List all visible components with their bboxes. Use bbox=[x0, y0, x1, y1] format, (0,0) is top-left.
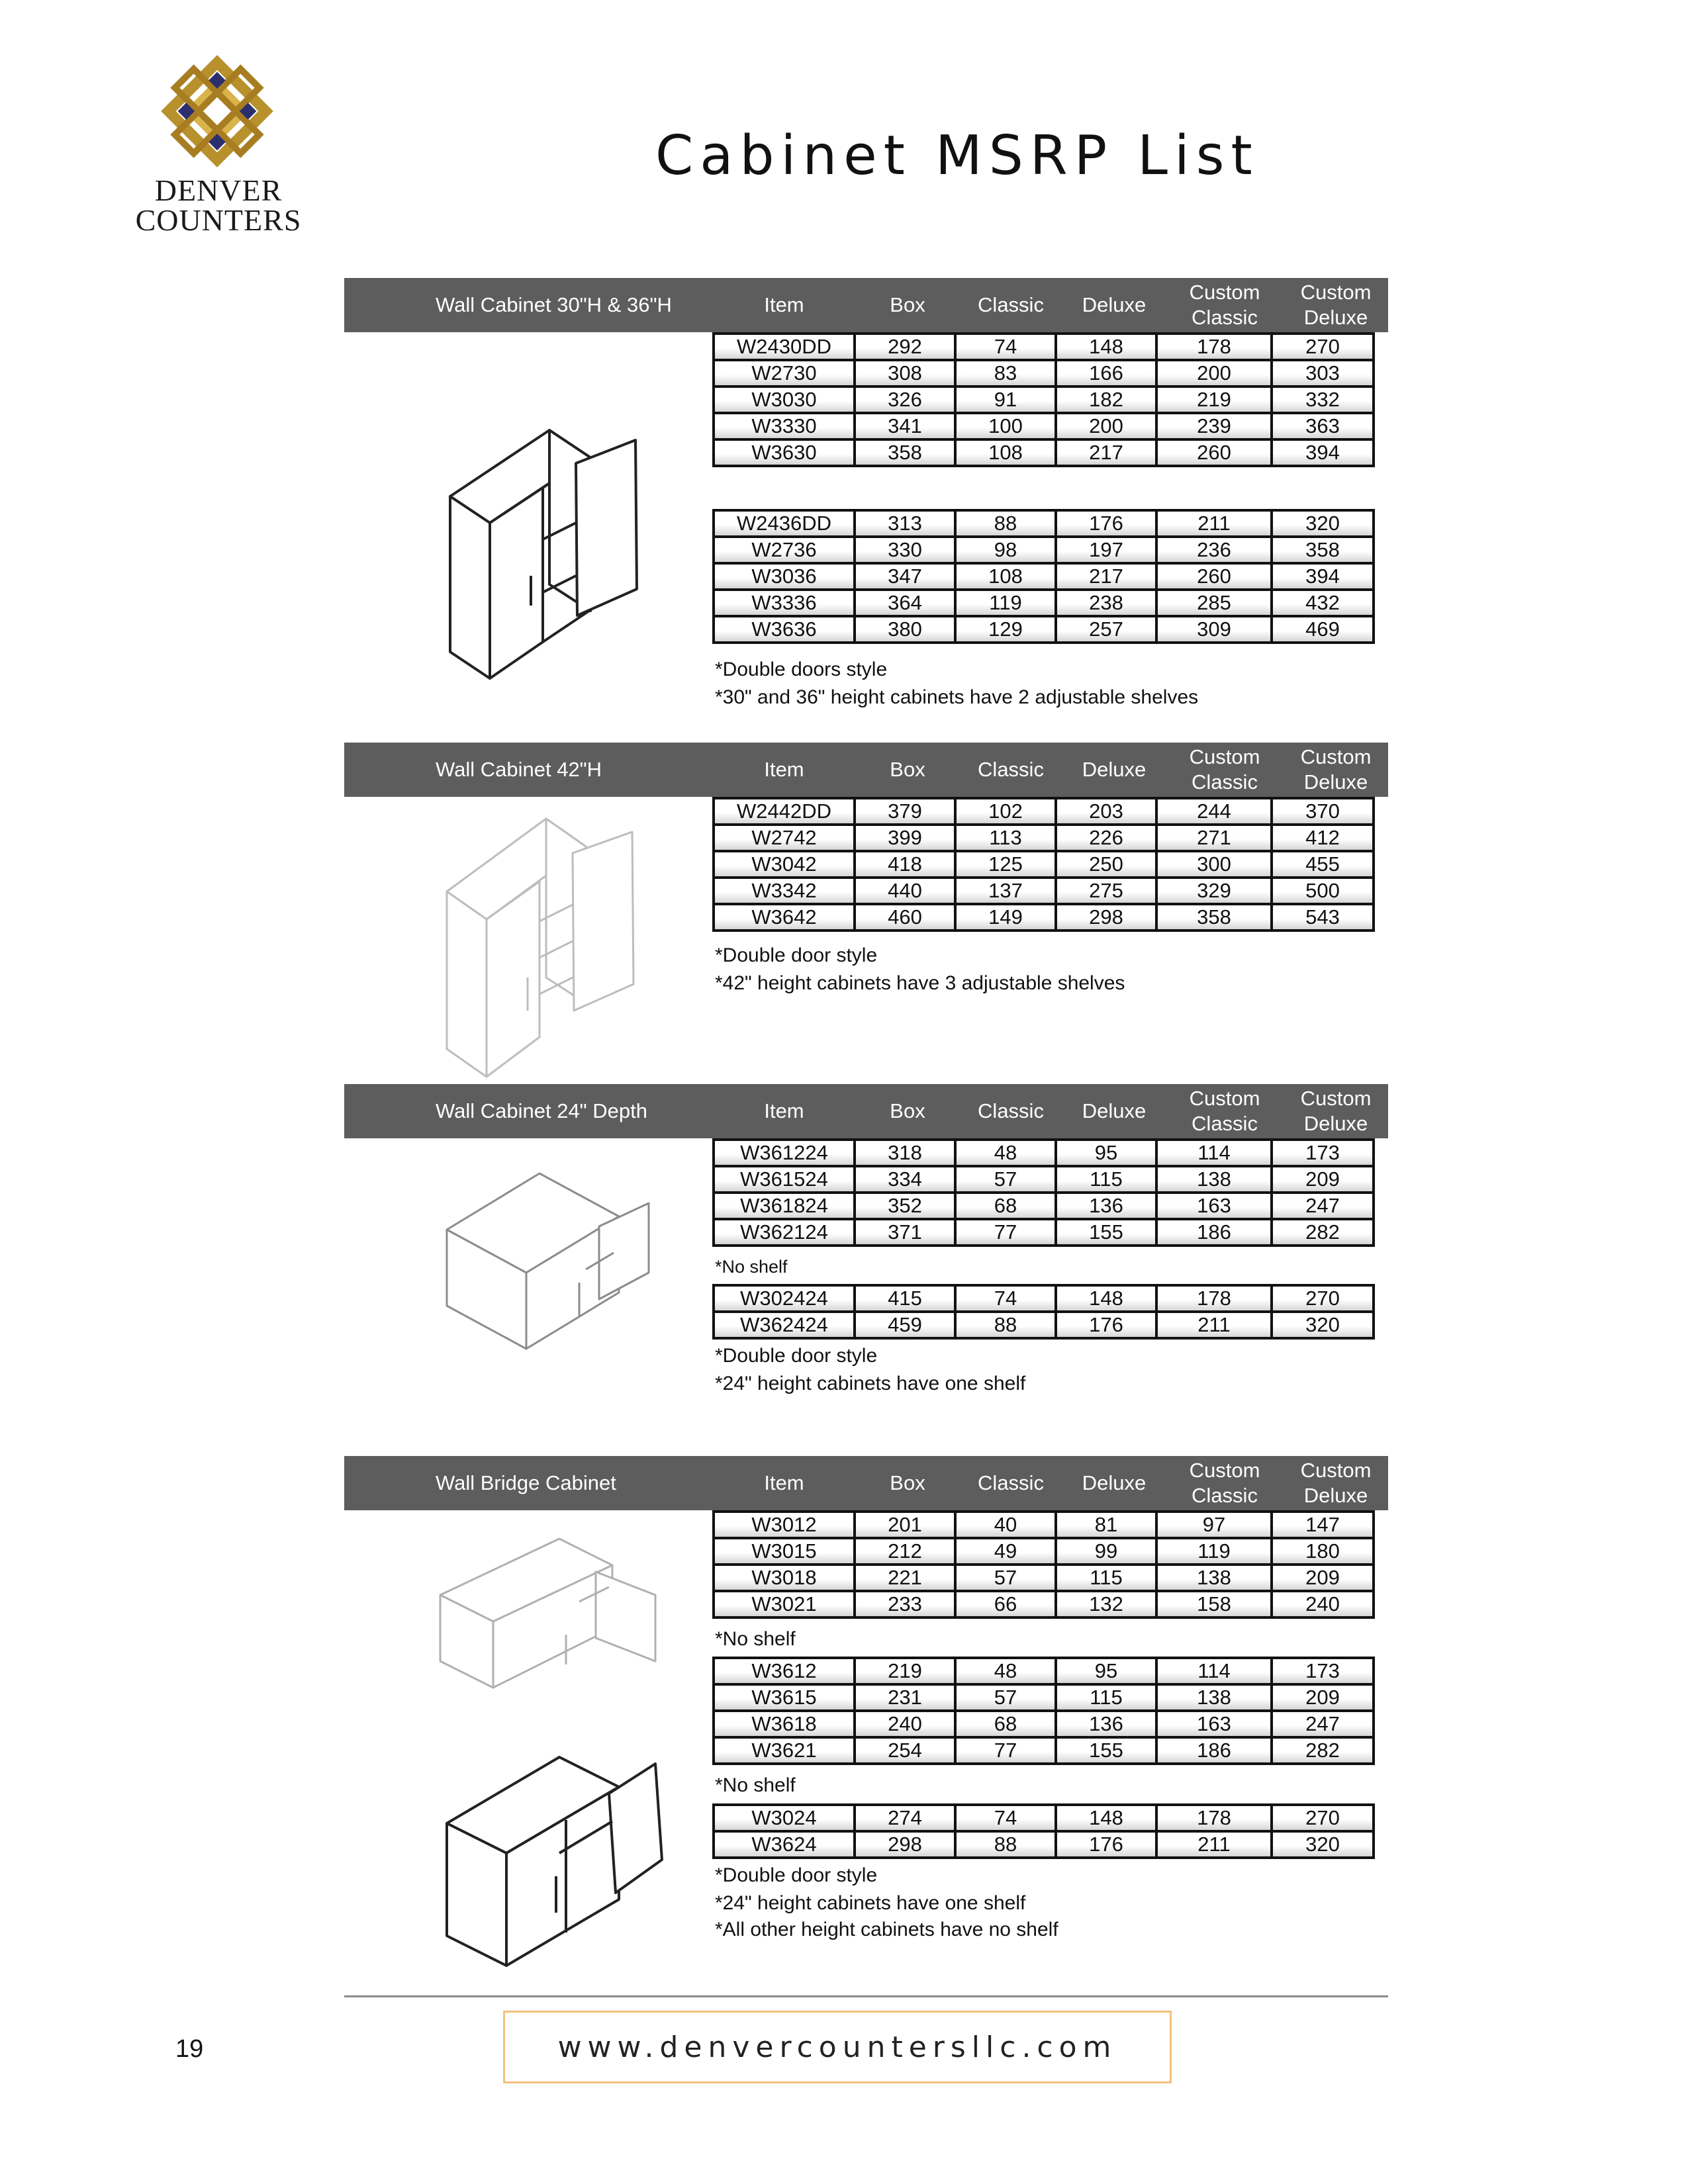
company-logo bbox=[132, 46, 305, 238]
table-cell: W3021 bbox=[714, 1591, 855, 1617]
table-cell: 358 bbox=[1272, 537, 1374, 563]
table-cell: W3330 bbox=[714, 413, 855, 439]
table-cell: 313 bbox=[855, 510, 955, 537]
table-row bbox=[714, 590, 1374, 616]
section-header bbox=[344, 1456, 1388, 1510]
table-row bbox=[714, 1512, 1374, 1538]
table-cell: 271 bbox=[1156, 825, 1272, 851]
table-cell: 176 bbox=[1056, 1831, 1156, 1858]
table-row bbox=[714, 851, 1374, 878]
table-cell: 57 bbox=[955, 1684, 1056, 1711]
table-row bbox=[714, 537, 1374, 563]
col-header-deluxe: Deluxe bbox=[1082, 758, 1147, 781]
table-cell: 102 bbox=[955, 798, 1056, 825]
price-table bbox=[712, 1657, 1375, 1765]
col-header-box: Box bbox=[890, 293, 925, 316]
table-cell: 285 bbox=[1156, 590, 1272, 616]
price-table bbox=[712, 332, 1375, 467]
table-row bbox=[714, 413, 1374, 439]
table-cell: 231 bbox=[855, 1684, 955, 1711]
table-cell: W2430DD bbox=[714, 334, 855, 360]
table-cell: 77 bbox=[955, 1737, 1056, 1764]
table-cell: W3612 bbox=[714, 1658, 855, 1684]
note: *No shelf bbox=[715, 1628, 796, 1650]
table-cell: 100 bbox=[955, 413, 1056, 439]
table-cell: 370 bbox=[1272, 798, 1374, 825]
table-cell: 432 bbox=[1272, 590, 1374, 616]
table-cell: 326 bbox=[855, 387, 955, 413]
col-header-deluxe: Deluxe bbox=[1082, 1471, 1147, 1494]
table-cell: 163 bbox=[1156, 1193, 1272, 1219]
table-cell: 114 bbox=[1156, 1658, 1272, 1684]
table-cell: 155 bbox=[1056, 1219, 1156, 1246]
table-cell: 318 bbox=[855, 1140, 955, 1166]
website-box[interactable] bbox=[503, 2011, 1172, 2083]
table-cell: 543 bbox=[1272, 904, 1374, 931]
table-cell: 49 bbox=[955, 1538, 1056, 1565]
table-cell: 254 bbox=[855, 1737, 955, 1764]
table-cell: 240 bbox=[1272, 1591, 1374, 1617]
page-number: 19 bbox=[175, 2035, 204, 2063]
table-row bbox=[714, 616, 1374, 643]
table-cell: 209 bbox=[1272, 1684, 1374, 1711]
table-row bbox=[714, 1658, 1374, 1684]
logo-text-line2: COUNTERS bbox=[135, 203, 302, 237]
table-cell: 115 bbox=[1056, 1684, 1156, 1711]
table-cell: W3015 bbox=[714, 1538, 855, 1565]
table-cell: 282 bbox=[1272, 1737, 1374, 1764]
table-cell: 148 bbox=[1056, 334, 1156, 360]
table-cell: 303 bbox=[1272, 360, 1374, 387]
table-cell: 155 bbox=[1056, 1737, 1156, 1764]
table-cell: W361224 bbox=[714, 1140, 855, 1166]
col-header-custom-classic: Custom Classic bbox=[1189, 745, 1260, 794]
note: *30" and 36" height cabinets have 2 adjustable shelves bbox=[715, 686, 1199, 708]
table-cell: 57 bbox=[955, 1166, 1056, 1193]
table-cell: 233 bbox=[855, 1591, 955, 1617]
note: *Double door style bbox=[715, 944, 878, 966]
table-cell: 200 bbox=[1156, 360, 1272, 387]
table-cell: 173 bbox=[1272, 1140, 1374, 1166]
table-row bbox=[714, 1805, 1374, 1831]
table-cell: 148 bbox=[1056, 1805, 1156, 1831]
table-cell: 469 bbox=[1272, 616, 1374, 643]
table-row bbox=[714, 1193, 1374, 1219]
table-cell: 239 bbox=[1156, 413, 1272, 439]
table-cell: 247 bbox=[1272, 1193, 1374, 1219]
table-cell: 77 bbox=[955, 1219, 1056, 1246]
table-cell: 186 bbox=[1156, 1219, 1272, 1246]
table-cell: 108 bbox=[955, 439, 1056, 466]
table-cell: 211 bbox=[1156, 1831, 1272, 1858]
table-cell: 244 bbox=[1156, 798, 1272, 825]
col-header-classic: Classic bbox=[978, 758, 1044, 781]
table-cell: 68 bbox=[955, 1711, 1056, 1737]
table-cell: 221 bbox=[855, 1565, 955, 1591]
table-cell: 415 bbox=[855, 1285, 955, 1312]
table-cell: 132 bbox=[1056, 1591, 1156, 1617]
table-cell: W3615 bbox=[714, 1684, 855, 1711]
table-cell: 358 bbox=[855, 439, 955, 466]
price-table bbox=[712, 509, 1375, 644]
table-cell: 200 bbox=[1056, 413, 1156, 439]
table-cell: 148 bbox=[1056, 1285, 1156, 1312]
table-row bbox=[714, 1737, 1374, 1764]
table-cell: W2436DD bbox=[714, 510, 855, 537]
table-cell: W362124 bbox=[714, 1219, 855, 1246]
table-cell: 113 bbox=[955, 825, 1056, 851]
col-header-custom-classic: Custom Classic bbox=[1189, 281, 1260, 329]
table-cell: W3630 bbox=[714, 439, 855, 466]
table-cell: W3342 bbox=[714, 878, 855, 904]
table-cell: 178 bbox=[1156, 1805, 1272, 1831]
table-row bbox=[714, 360, 1374, 387]
col-header-classic: Classic bbox=[978, 293, 1044, 316]
table-row bbox=[714, 878, 1374, 904]
table-cell: 115 bbox=[1056, 1166, 1156, 1193]
table-cell: 81 bbox=[1056, 1512, 1156, 1538]
note: *No shelf bbox=[715, 1774, 796, 1796]
table-cell: 275 bbox=[1056, 878, 1156, 904]
table-row bbox=[714, 563, 1374, 590]
table-cell: 247 bbox=[1272, 1711, 1374, 1737]
table-row bbox=[714, 1831, 1374, 1858]
table-cell: W3642 bbox=[714, 904, 855, 931]
table-cell: 95 bbox=[1056, 1658, 1156, 1684]
table-cell: 320 bbox=[1272, 1312, 1374, 1338]
table-cell: 257 bbox=[1056, 616, 1156, 643]
table-cell: 137 bbox=[955, 878, 1056, 904]
table-cell: 203 bbox=[1056, 798, 1156, 825]
table-cell: 330 bbox=[855, 537, 955, 563]
table-cell: 260 bbox=[1156, 439, 1272, 466]
note: *42" height cabinets have 3 adjustable shelves bbox=[715, 972, 1125, 994]
col-header-deluxe: Deluxe bbox=[1082, 1099, 1147, 1122]
table-row bbox=[714, 334, 1374, 360]
table-cell: W3042 bbox=[714, 851, 855, 878]
table-row bbox=[714, 1591, 1374, 1617]
section-wall-bridge-cabinet bbox=[344, 1456, 1388, 1940]
table-cell: 274 bbox=[855, 1805, 955, 1831]
note: *Double door style bbox=[715, 1864, 878, 1886]
table-cell: 88 bbox=[955, 1312, 1056, 1338]
table-cell: 270 bbox=[1272, 1285, 1374, 1312]
table-cell: 158 bbox=[1156, 1591, 1272, 1617]
cabinet-illustration bbox=[440, 805, 652, 1083]
table-row bbox=[714, 1711, 1374, 1737]
table-cell: 212 bbox=[855, 1538, 955, 1565]
table-cell: 48 bbox=[955, 1658, 1056, 1684]
table-cell: 180 bbox=[1272, 1538, 1374, 1565]
bridge-cabinet-illustration bbox=[434, 1529, 698, 1694]
table-cell: 219 bbox=[855, 1658, 955, 1684]
col-header-classic: Classic bbox=[978, 1099, 1044, 1122]
table-cell: 83 bbox=[955, 360, 1056, 387]
table-cell: W361524 bbox=[714, 1166, 855, 1193]
table-row bbox=[714, 1538, 1374, 1565]
table-cell: 48 bbox=[955, 1140, 1056, 1166]
col-header-box: Box bbox=[890, 1471, 925, 1494]
table-cell: 270 bbox=[1272, 1805, 1374, 1831]
table-cell: 292 bbox=[855, 334, 955, 360]
table-cell: 173 bbox=[1272, 1658, 1374, 1684]
table-row bbox=[714, 798, 1374, 825]
cabinet-illustration bbox=[444, 417, 655, 682]
section-title: Wall Bridge Cabinet bbox=[436, 1471, 616, 1494]
section-wall-cabinet-24-depth bbox=[344, 1084, 1388, 1394]
table-row bbox=[714, 825, 1374, 851]
table-row bbox=[714, 1312, 1374, 1338]
table-cell: 136 bbox=[1056, 1711, 1156, 1737]
table-cell: 88 bbox=[955, 510, 1056, 537]
table-cell: W302424 bbox=[714, 1285, 855, 1312]
table-cell: 332 bbox=[1272, 387, 1374, 413]
table-cell: 114 bbox=[1156, 1140, 1272, 1166]
table-cell: W361824 bbox=[714, 1193, 855, 1219]
table-cell: 300 bbox=[1156, 851, 1272, 878]
table-cell: 138 bbox=[1156, 1565, 1272, 1591]
table-cell: 298 bbox=[1056, 904, 1156, 931]
table-cell: 99 bbox=[1056, 1538, 1156, 1565]
table-cell: 459 bbox=[855, 1312, 955, 1338]
table-cell: 74 bbox=[955, 1285, 1056, 1312]
section-header bbox=[344, 278, 1388, 332]
table-cell: 347 bbox=[855, 563, 955, 590]
table-cell: 176 bbox=[1056, 510, 1156, 537]
price-table bbox=[712, 1510, 1375, 1619]
table-cell: 320 bbox=[1272, 510, 1374, 537]
table-cell: 68 bbox=[955, 1193, 1056, 1219]
table-row bbox=[714, 1219, 1374, 1246]
table-cell: 138 bbox=[1156, 1684, 1272, 1711]
col-header-deluxe: Deluxe bbox=[1082, 293, 1147, 316]
table-cell: 379 bbox=[855, 798, 955, 825]
table-cell: 460 bbox=[855, 904, 955, 931]
table-cell: 98 bbox=[955, 537, 1056, 563]
table-cell: 260 bbox=[1156, 563, 1272, 590]
table-cell: 418 bbox=[855, 851, 955, 878]
table-cell: 40 bbox=[955, 1512, 1056, 1538]
table-cell: 149 bbox=[955, 904, 1056, 931]
col-header-item: Item bbox=[764, 1471, 804, 1494]
table-cell: 238 bbox=[1056, 590, 1156, 616]
table-cell: W3030 bbox=[714, 387, 855, 413]
col-header-custom-deluxe: Custom Deluxe bbox=[1300, 1087, 1372, 1135]
table-cell: W3621 bbox=[714, 1737, 855, 1764]
price-table bbox=[712, 1803, 1375, 1859]
note: *All other height cabinets have no shelf bbox=[715, 1919, 1058, 1940]
table-cell: 358 bbox=[1156, 904, 1272, 931]
price-table bbox=[712, 1138, 1375, 1247]
table-cell: 226 bbox=[1056, 825, 1156, 851]
table-row bbox=[714, 1166, 1374, 1193]
table-cell: 309 bbox=[1156, 616, 1272, 643]
col-header-item: Item bbox=[764, 293, 804, 316]
section-wall-cabinet-42 bbox=[344, 743, 1388, 994]
section-header bbox=[344, 743, 1388, 797]
table-cell: 176 bbox=[1056, 1312, 1156, 1338]
table-row bbox=[714, 1565, 1374, 1591]
table-cell: 129 bbox=[955, 616, 1056, 643]
table-cell: 138 bbox=[1156, 1166, 1272, 1193]
table-cell: 108 bbox=[955, 563, 1056, 590]
table-cell: 298 bbox=[855, 1831, 955, 1858]
table-cell: 211 bbox=[1156, 510, 1272, 537]
price-table bbox=[712, 1284, 1375, 1340]
note: *Double doors style bbox=[715, 659, 888, 680]
table-cell: 136 bbox=[1056, 1193, 1156, 1219]
knot-logo-icon bbox=[158, 52, 277, 171]
table-cell: W3636 bbox=[714, 616, 855, 643]
table-cell: 201 bbox=[855, 1512, 955, 1538]
section-wall-cabinet-30-36 bbox=[344, 278, 1388, 708]
table-cell: W362424 bbox=[714, 1312, 855, 1338]
table-cell: 334 bbox=[855, 1166, 955, 1193]
col-header-classic: Classic bbox=[978, 1471, 1044, 1494]
table-cell: 500 bbox=[1272, 878, 1374, 904]
table-cell: 115 bbox=[1056, 1565, 1156, 1591]
table-cell: W3336 bbox=[714, 590, 855, 616]
table-cell: 412 bbox=[1272, 825, 1374, 851]
table-row bbox=[714, 1684, 1374, 1711]
table-cell: 91 bbox=[955, 387, 1056, 413]
table-cell: 455 bbox=[1272, 851, 1374, 878]
table-cell: 380 bbox=[855, 616, 955, 643]
table-cell: W3012 bbox=[714, 1512, 855, 1538]
table-cell: 363 bbox=[1272, 413, 1374, 439]
note: *Double door style bbox=[715, 1345, 878, 1367]
table-row bbox=[714, 1140, 1374, 1166]
table-cell: W3024 bbox=[714, 1805, 855, 1831]
table-row bbox=[714, 439, 1374, 466]
note: *No shelf bbox=[715, 1257, 788, 1277]
table-cell: 440 bbox=[855, 878, 955, 904]
note: *24" height cabinets have one shelf bbox=[715, 1892, 1026, 1914]
col-header-item: Item bbox=[764, 758, 804, 781]
table-cell: W3018 bbox=[714, 1565, 855, 1591]
table-cell: 282 bbox=[1272, 1219, 1374, 1246]
table-cell: 197 bbox=[1056, 537, 1156, 563]
col-header-custom-deluxe: Custom Deluxe bbox=[1300, 745, 1372, 794]
table-cell: 88 bbox=[955, 1831, 1056, 1858]
table-cell: 394 bbox=[1272, 439, 1374, 466]
table-cell: 66 bbox=[955, 1591, 1056, 1617]
table-cell: 95 bbox=[1056, 1140, 1156, 1166]
table-cell: 236 bbox=[1156, 537, 1272, 563]
table-cell: 211 bbox=[1156, 1312, 1272, 1338]
table-cell: 217 bbox=[1056, 563, 1156, 590]
note: *24" height cabinets have one shelf bbox=[715, 1373, 1026, 1394]
table-cell: 217 bbox=[1056, 439, 1156, 466]
table-cell: 320 bbox=[1272, 1831, 1374, 1858]
col-header-custom-deluxe: Custom Deluxe bbox=[1300, 281, 1372, 329]
col-header-box: Box bbox=[890, 758, 925, 781]
table-row bbox=[714, 904, 1374, 931]
table-cell: 125 bbox=[955, 851, 1056, 878]
table-row bbox=[714, 510, 1374, 537]
cabinet-illustration bbox=[440, 1163, 692, 1355]
table-cell: W2736 bbox=[714, 537, 855, 563]
section-title: Wall Cabinet 24" Depth bbox=[436, 1099, 648, 1122]
table-cell: 74 bbox=[955, 334, 1056, 360]
page-title: Cabinet MSRP List bbox=[655, 124, 1259, 187]
table-cell: 308 bbox=[855, 360, 955, 387]
price-table bbox=[712, 797, 1375, 932]
table-cell: 182 bbox=[1056, 387, 1156, 413]
table-cell: 352 bbox=[855, 1193, 955, 1219]
website-link[interactable]: www.denvercountersllc.com bbox=[557, 2030, 1117, 2064]
table-cell: 147 bbox=[1272, 1512, 1374, 1538]
table-cell: 163 bbox=[1156, 1711, 1272, 1737]
table-cell: W2742 bbox=[714, 825, 855, 851]
table-cell: 219 bbox=[1156, 387, 1272, 413]
table-cell: 270 bbox=[1272, 334, 1374, 360]
table-cell: 364 bbox=[855, 590, 955, 616]
col-header-item: Item bbox=[764, 1099, 804, 1122]
table-cell: 57 bbox=[955, 1565, 1056, 1591]
table-cell: 209 bbox=[1272, 1565, 1374, 1591]
table-cell: 329 bbox=[1156, 878, 1272, 904]
col-header-custom-deluxe: Custom Deluxe bbox=[1300, 1459, 1372, 1507]
table-cell: 186 bbox=[1156, 1737, 1272, 1764]
table-cell: 178 bbox=[1156, 334, 1272, 360]
table-cell: 209 bbox=[1272, 1166, 1374, 1193]
bridge-cabinet-illustration bbox=[440, 1747, 705, 1972]
table-cell: W2730 bbox=[714, 360, 855, 387]
table-row bbox=[714, 1285, 1374, 1312]
table-cell: 240 bbox=[855, 1711, 955, 1737]
section-title: Wall Cabinet 30"H & 36"H bbox=[436, 293, 672, 316]
section-title: Wall Cabinet 42"H bbox=[436, 758, 602, 781]
table-cell: 166 bbox=[1056, 360, 1156, 387]
col-header-box: Box bbox=[890, 1099, 925, 1122]
table-cell: 394 bbox=[1272, 563, 1374, 590]
table-cell: 250 bbox=[1056, 851, 1156, 878]
footer-divider bbox=[344, 1995, 1388, 1997]
table-cell: W3036 bbox=[714, 563, 855, 590]
table-cell: W3618 bbox=[714, 1711, 855, 1737]
section-header bbox=[344, 1084, 1388, 1138]
table-cell: W2442DD bbox=[714, 798, 855, 825]
table-cell: 399 bbox=[855, 825, 955, 851]
table-cell: W3624 bbox=[714, 1831, 855, 1858]
table-cell: 341 bbox=[855, 413, 955, 439]
table-row bbox=[714, 387, 1374, 413]
col-header-custom-classic: Custom Classic bbox=[1189, 1087, 1260, 1135]
table-cell: 371 bbox=[855, 1219, 955, 1246]
logo-text-line1: DENVER bbox=[154, 173, 283, 207]
table-cell: 119 bbox=[1156, 1538, 1272, 1565]
col-header-custom-classic: Custom Classic bbox=[1189, 1459, 1260, 1507]
table-cell: 119 bbox=[955, 590, 1056, 616]
table-cell: 97 bbox=[1156, 1512, 1272, 1538]
table-cell: 74 bbox=[955, 1805, 1056, 1831]
table-cell: 178 bbox=[1156, 1285, 1272, 1312]
